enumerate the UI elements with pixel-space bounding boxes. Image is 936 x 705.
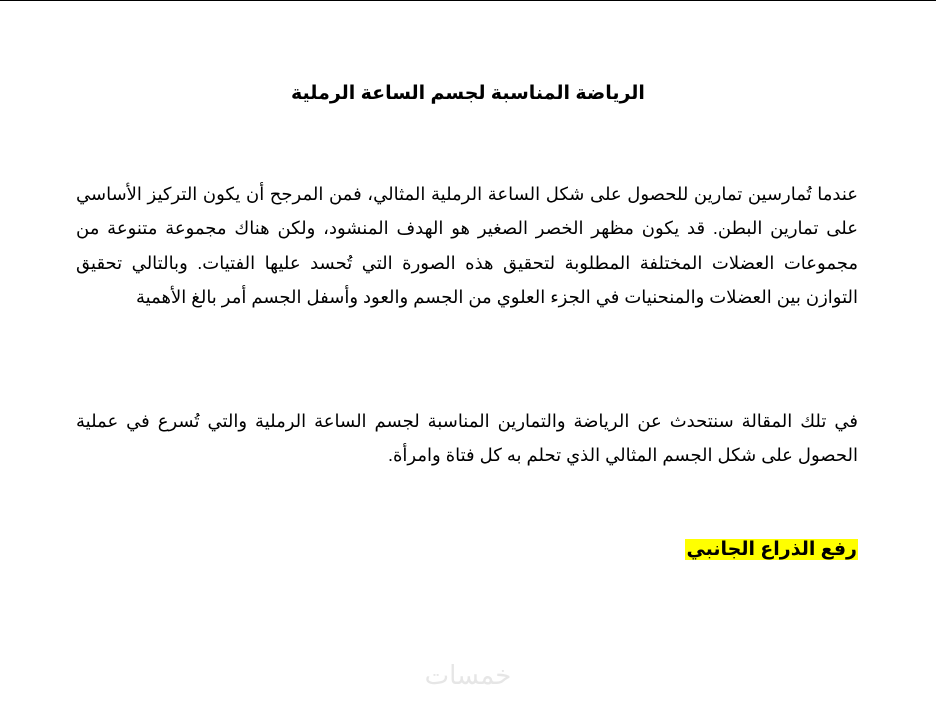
intro-paragraph: عندما تُمارسين تمارين للحصول على شكل الساعة الرملية المثالي، فمن المرجح أن يكون التركيز الأساسي على تمارين البطن. قد يكون مظهر الخصر الصغير هو الهدف المنشود، ولكن هناك مجموعة متنوعة من مجموعات العضلات المختلفة المطلوبة لتحقيق هذه الصورة التي تُحسد عليها الفتيات. وبالتالي تحقيق التوازن بين العضلات والمنحنيات في الجزء العلوي من الجسم والعود وأسفل الجسم أمر بالغ الأهمية bbox=[76, 184, 858, 308]
highlighted-heading-text: رفع الذراع الجانبي bbox=[686, 539, 857, 560]
top-border-line bbox=[0, 0, 936, 1]
article-summary-paragraph: في تلك المقالة سنتحدث عن الرياضة والتمارين المناسبة لجسم الساعة الرملية والتي تُسرع في عملية الحصول على شكل الجسم المثالي الذي تحلم به كل فتاة وامرأة. bbox=[76, 411, 858, 466]
page-title: الرياضة المناسبة لجسم الساعة الرملية bbox=[291, 83, 645, 104]
section-heading bbox=[685, 535, 858, 565]
watermark-logo: خمسات bbox=[424, 660, 512, 690]
